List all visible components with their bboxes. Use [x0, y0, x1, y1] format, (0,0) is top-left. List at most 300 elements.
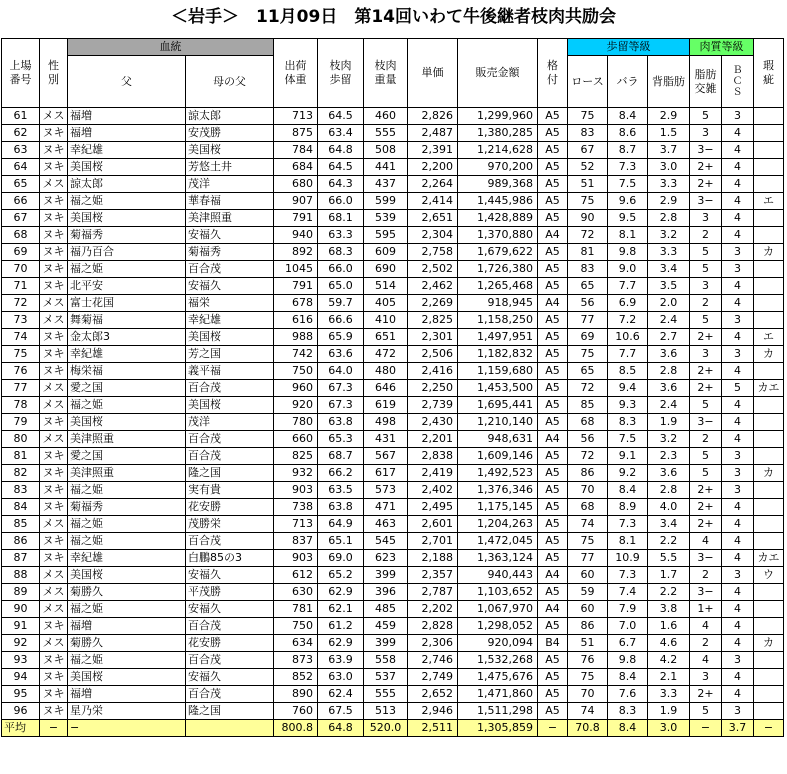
- cell-bms: 1+: [690, 601, 722, 618]
- cell-carcass-weight: 595: [364, 227, 408, 244]
- cell-yield-rate: 63.0: [318, 669, 364, 686]
- cell-no: 77: [2, 380, 40, 397]
- cell-no: 72: [2, 295, 40, 312]
- cell-mother-father: 百合茂: [186, 448, 274, 465]
- cell-no: 83: [2, 482, 40, 499]
- cell-bms: 2: [690, 431, 722, 448]
- cell-sex: メス: [40, 635, 68, 652]
- avg-bcs: 3.7: [722, 720, 754, 737]
- cell-back-fat: 1.7: [648, 567, 690, 584]
- cell-shipping-weight: 852: [274, 669, 318, 686]
- cell-sex: ヌキ: [40, 278, 68, 295]
- cell-rib: 8.3: [608, 703, 648, 720]
- cell-yield-rate: 63.8: [318, 414, 364, 431]
- cell-back-fat: 1.5: [648, 125, 690, 142]
- cell-defect: カ: [754, 465, 784, 482]
- cell-grade: A5: [538, 125, 568, 142]
- table-row: [2, 329, 784, 346]
- cell-carcass-weight: 514: [364, 278, 408, 295]
- cell-grade: A5: [538, 363, 568, 380]
- header-sales: 販売金額: [458, 39, 538, 108]
- cell-defect: [754, 312, 784, 329]
- cell-shipping-weight: 713: [274, 516, 318, 533]
- cell-sex: ヌキ: [40, 482, 68, 499]
- cell-bcs: 4: [722, 669, 754, 686]
- table-row: [2, 142, 784, 159]
- cell-carcass-weight: 555: [364, 125, 408, 142]
- cell-mother-father: 安福久: [186, 601, 274, 618]
- cell-unit-price: 2,828: [408, 618, 458, 635]
- cell-bms: 2+: [690, 159, 722, 176]
- cell-carcass-weight: 405: [364, 295, 408, 312]
- avg-carcass-weight: 520.0: [364, 720, 408, 737]
- cell-loin: 52: [568, 159, 608, 176]
- cell-bcs: 3: [722, 482, 754, 499]
- cell-grade: A5: [538, 346, 568, 363]
- cell-sex: メス: [40, 584, 68, 601]
- cell-no: 88: [2, 567, 40, 584]
- cell-shipping-weight: 738: [274, 499, 318, 516]
- cell-defect: [754, 703, 784, 720]
- cell-bcs: 4: [722, 142, 754, 159]
- cell-rib: 7.3: [608, 516, 648, 533]
- cell-defect: [754, 686, 784, 703]
- cell-unit-price: 2,301: [408, 329, 458, 346]
- cell-unit-price: 2,651: [408, 210, 458, 227]
- header-shipping-weight: 出荷 体重: [274, 39, 318, 108]
- cell-grade: A5: [538, 244, 568, 261]
- cell-no: 84: [2, 499, 40, 516]
- cell-father: 幸紀雄: [68, 550, 186, 567]
- cell-bcs: 3: [722, 312, 754, 329]
- cell-rib: 6.7: [608, 635, 648, 652]
- cell-grade: A4: [538, 295, 568, 312]
- cell-back-fat: 2.4: [648, 397, 690, 414]
- cell-rib: 7.9: [608, 601, 648, 618]
- header-no: 上場 番号: [2, 39, 40, 108]
- cell-bcs: 3: [722, 261, 754, 278]
- cell-grade: A5: [538, 465, 568, 482]
- cell-carcass-weight: 472: [364, 346, 408, 363]
- auction-results-table: [1, 38, 784, 737]
- cell-grade: A5: [538, 312, 568, 329]
- cell-no: 80: [2, 431, 40, 448]
- cell-grade: A5: [538, 652, 568, 669]
- cell-father: 福之姫: [68, 652, 186, 669]
- cell-carcass-weight: 410: [364, 312, 408, 329]
- cell-unit-price: 2,746: [408, 652, 458, 669]
- avg-back-fat: 3.0: [648, 720, 690, 737]
- cell-no: 74: [2, 329, 40, 346]
- cell-back-fat: 3.4: [648, 261, 690, 278]
- cell-bms: 5: [690, 703, 722, 720]
- cell-defect: カエ: [754, 550, 784, 567]
- cell-no: 81: [2, 448, 40, 465]
- cell-sales: 1,298,052: [458, 618, 538, 635]
- cell-sex: ヌキ: [40, 652, 68, 669]
- cell-unit-price: 2,749: [408, 669, 458, 686]
- cell-yield-rate: 68.7: [318, 448, 364, 465]
- cell-loin: 76: [568, 652, 608, 669]
- cell-shipping-weight: 988: [274, 329, 318, 346]
- cell-loin: 68: [568, 414, 608, 431]
- cell-bcs: 3: [722, 703, 754, 720]
- table-row: [2, 550, 784, 567]
- cell-bcs: 4: [722, 601, 754, 618]
- table-row: [2, 108, 784, 125]
- avg-loin: 70.8: [568, 720, 608, 737]
- cell-father: 舞菊福: [68, 312, 186, 329]
- cell-sex: ヌキ: [40, 159, 68, 176]
- cell-loin: 77: [568, 312, 608, 329]
- cell-father: 美国桜: [68, 210, 186, 227]
- cell-rib: 7.5: [608, 176, 648, 193]
- cell-sales: 1,497,951: [458, 329, 538, 346]
- header-grade: 格 付: [538, 39, 568, 108]
- cell-yield-rate: 65.1: [318, 533, 364, 550]
- cell-mother-father: 芳之国: [186, 346, 274, 363]
- cell-grade: A4: [538, 431, 568, 448]
- cell-loin: 60: [568, 601, 608, 618]
- cell-loin: 77: [568, 550, 608, 567]
- cell-father: 福増: [68, 108, 186, 125]
- cell-bcs: 4: [722, 550, 754, 567]
- cell-bcs: 4: [722, 227, 754, 244]
- cell-no: 68: [2, 227, 40, 244]
- cell-back-fat: 3.4: [648, 516, 690, 533]
- cell-father: 梅栄福: [68, 363, 186, 380]
- table-row: [2, 652, 784, 669]
- cell-sales: 970,200: [458, 159, 538, 176]
- table-row: [2, 703, 784, 720]
- cell-father: 福之姫: [68, 193, 186, 210]
- cell-sex: ヌキ: [40, 448, 68, 465]
- cell-bms: 5: [690, 244, 722, 261]
- cell-back-fat: 3.2: [648, 431, 690, 448]
- cell-yield-rate: 66.6: [318, 312, 364, 329]
- cell-loin: 86: [568, 618, 608, 635]
- table-row: [2, 125, 784, 142]
- cell-sales: 1,471,860: [458, 686, 538, 703]
- cell-sales: 1,363,124: [458, 550, 538, 567]
- cell-defect: [754, 533, 784, 550]
- cell-unit-price: 2,304: [408, 227, 458, 244]
- cell-mother-father: 平茂勝: [186, 584, 274, 601]
- cell-unit-price: 2,391: [408, 142, 458, 159]
- cell-sex: ヌキ: [40, 363, 68, 380]
- cell-rib: 10.6: [608, 329, 648, 346]
- cell-unit-price: 2,825: [408, 312, 458, 329]
- cell-sex: ヌキ: [40, 465, 68, 482]
- cell-shipping-weight: 630: [274, 584, 318, 601]
- cell-defect: [754, 142, 784, 159]
- cell-sales: 1,726,380: [458, 261, 538, 278]
- cell-yield-rate: 63.3: [318, 227, 364, 244]
- cell-sex: ヌキ: [40, 227, 68, 244]
- cell-shipping-weight: 932: [274, 465, 318, 482]
- cell-rib: 8.6: [608, 125, 648, 142]
- cell-back-fat: 3.6: [648, 380, 690, 397]
- cell-sales: 1,214,628: [458, 142, 538, 159]
- cell-carcass-weight: 539: [364, 210, 408, 227]
- cell-carcass-weight: 459: [364, 618, 408, 635]
- cell-unit-price: 2,838: [408, 448, 458, 465]
- cell-grade: A4: [538, 601, 568, 618]
- cell-mother-father: 茂洋: [186, 414, 274, 431]
- cell-defect: カエ: [754, 380, 784, 397]
- cell-mother-father: 安福久: [186, 227, 274, 244]
- header-rib: バラ: [608, 56, 648, 108]
- cell-rib: 7.6: [608, 686, 648, 703]
- cell-rib: 9.1: [608, 448, 648, 465]
- cell-no: 76: [2, 363, 40, 380]
- cell-no: 64: [2, 159, 40, 176]
- cell-mother-father: 福栄: [186, 295, 274, 312]
- table-row: [2, 482, 784, 499]
- cell-loin: 74: [568, 703, 608, 720]
- cell-yield-rate: 65.9: [318, 329, 364, 346]
- cell-shipping-weight: 791: [274, 278, 318, 295]
- cell-sales: 1,175,145: [458, 499, 538, 516]
- cell-bms: 5: [690, 397, 722, 414]
- cell-defect: [754, 261, 784, 278]
- cell-bcs: 4: [722, 533, 754, 550]
- cell-defect: [754, 482, 784, 499]
- cell-bms: 2+: [690, 499, 722, 516]
- cell-bms: 5: [690, 261, 722, 278]
- table-row: [2, 567, 784, 584]
- cell-carcass-weight: 646: [364, 380, 408, 397]
- cell-bms: 3: [690, 278, 722, 295]
- avg-label: 平均: [2, 720, 40, 737]
- cell-mother-father: 美国桜: [186, 142, 274, 159]
- cell-mother-father: 茂勝栄: [186, 516, 274, 533]
- cell-bcs: 4: [722, 584, 754, 601]
- cell-back-fat: 2.0: [648, 295, 690, 312]
- cell-sex: メス: [40, 431, 68, 448]
- cell-sex: ヌキ: [40, 703, 68, 720]
- cell-grade: A5: [538, 686, 568, 703]
- cell-defect: カ: [754, 244, 784, 261]
- cell-rib: 7.4: [608, 584, 648, 601]
- cell-loin: 67: [568, 142, 608, 159]
- cell-father: 星乃栄: [68, 703, 186, 720]
- cell-no: 69: [2, 244, 40, 261]
- cell-rib: 7.3: [608, 159, 648, 176]
- table-row: [2, 159, 784, 176]
- cell-bms: 3: [690, 669, 722, 686]
- table-row: [2, 346, 784, 363]
- cell-rib: 9.2: [608, 465, 648, 482]
- cell-bms: 4: [690, 652, 722, 669]
- cell-unit-price: 2,357: [408, 567, 458, 584]
- cell-shipping-weight: 920: [274, 397, 318, 414]
- cell-sales: 1,376,346: [458, 482, 538, 499]
- cell-carcass-weight: 555: [364, 686, 408, 703]
- cell-yield-rate: 67.3: [318, 380, 364, 397]
- cell-loin: 65: [568, 278, 608, 295]
- cell-rib: 8.7: [608, 142, 648, 159]
- cell-unit-price: 2,264: [408, 176, 458, 193]
- cell-grade: A5: [538, 210, 568, 227]
- cell-no: 70: [2, 261, 40, 278]
- cell-defect: [754, 414, 784, 431]
- cell-no: 86: [2, 533, 40, 550]
- cell-loin: 70: [568, 686, 608, 703]
- cell-yield-rate: 64.5: [318, 159, 364, 176]
- cell-loin: 85: [568, 397, 608, 414]
- header-quality-group: 肉質等級: [690, 39, 754, 56]
- cell-sales: 1,299,960: [458, 108, 538, 125]
- cell-yield-rate: 63.5: [318, 482, 364, 499]
- cell-sales: 1,103,652: [458, 584, 538, 601]
- cell-loin: 72: [568, 227, 608, 244]
- cell-mother-father: 安福久: [186, 669, 274, 686]
- header-loin: ロース: [568, 56, 608, 108]
- cell-mother-father: 諒太郎: [186, 108, 274, 125]
- cell-grade: A5: [538, 584, 568, 601]
- cell-yield-rate: 65.3: [318, 431, 364, 448]
- cell-grade: A5: [538, 448, 568, 465]
- cell-rib: 6.9: [608, 295, 648, 312]
- cell-back-fat: 3.3: [648, 244, 690, 261]
- cell-unit-price: 2,402: [408, 482, 458, 499]
- cell-yield-rate: 63.8: [318, 499, 364, 516]
- cell-sex: ヌキ: [40, 414, 68, 431]
- cell-bcs: 3: [722, 465, 754, 482]
- cell-sales: 940,443: [458, 567, 538, 584]
- cell-father: 愛之国: [68, 448, 186, 465]
- cell-sex: ヌキ: [40, 499, 68, 516]
- cell-carcass-weight: 463: [364, 516, 408, 533]
- cell-father: 北平安: [68, 278, 186, 295]
- header-yield-rate: 枝肉 歩留: [318, 39, 364, 108]
- cell-bms: 5: [690, 465, 722, 482]
- cell-sex: ヌキ: [40, 261, 68, 278]
- header-back-fat: 背脂肪: [648, 56, 690, 108]
- cell-defect: ウ: [754, 567, 784, 584]
- table-row: [2, 261, 784, 278]
- cell-no: 75: [2, 346, 40, 363]
- cell-unit-price: 2,200: [408, 159, 458, 176]
- table-row: [2, 397, 784, 414]
- cell-sex: メス: [40, 516, 68, 533]
- cell-mother-father: 美国桜: [186, 329, 274, 346]
- cell-unit-price: 2,462: [408, 278, 458, 295]
- cell-carcass-weight: 460: [364, 108, 408, 125]
- cell-no: 78: [2, 397, 40, 414]
- cell-rib: 7.0: [608, 618, 648, 635]
- cell-sex: ヌキ: [40, 686, 68, 703]
- cell-defect: [754, 227, 784, 244]
- cell-sex: ヌキ: [40, 618, 68, 635]
- table-row: [2, 584, 784, 601]
- cell-defect: [754, 397, 784, 414]
- cell-defect: [754, 584, 784, 601]
- cell-back-fat: 2.8: [648, 210, 690, 227]
- avg-father: −: [68, 720, 186, 737]
- cell-sex: ヌキ: [40, 669, 68, 686]
- cell-back-fat: 2.7: [648, 329, 690, 346]
- cell-unit-price: 2,506: [408, 346, 458, 363]
- cell-sex: ヌキ: [40, 550, 68, 567]
- cell-sales: 948,631: [458, 431, 538, 448]
- cell-sales: 1,492,523: [458, 465, 538, 482]
- cell-father: 美津照重: [68, 465, 186, 482]
- cell-carcass-weight: 498: [364, 414, 408, 431]
- cell-father: 幸紀雄: [68, 346, 186, 363]
- cell-yield-rate: 66.0: [318, 193, 364, 210]
- cell-sales: 1,511,298: [458, 703, 538, 720]
- cell-unit-price: 2,269: [408, 295, 458, 312]
- cell-loin: 81: [568, 244, 608, 261]
- cell-yield-rate: 63.6: [318, 346, 364, 363]
- cell-no: 63: [2, 142, 40, 159]
- cell-grade: A4: [538, 227, 568, 244]
- cell-grade: A5: [538, 669, 568, 686]
- cell-carcass-weight: 609: [364, 244, 408, 261]
- cell-back-fat: 2.2: [648, 533, 690, 550]
- cell-sex: ヌキ: [40, 210, 68, 227]
- cell-bcs: 4: [722, 176, 754, 193]
- cell-defect: [754, 618, 784, 635]
- cell-unit-price: 2,250: [408, 380, 458, 397]
- cell-defect: [754, 431, 784, 448]
- cell-no: 87: [2, 550, 40, 567]
- cell-carcass-weight: 573: [364, 482, 408, 499]
- cell-defect: [754, 108, 784, 125]
- cell-loin: 72: [568, 448, 608, 465]
- cell-bms: 2+: [690, 329, 722, 346]
- average-row: [2, 720, 784, 737]
- cell-rib: 7.3: [608, 567, 648, 584]
- cell-loin: 70: [568, 482, 608, 499]
- cell-sales: 989,368: [458, 176, 538, 193]
- cell-sex: ヌキ: [40, 346, 68, 363]
- cell-grade: A5: [538, 380, 568, 397]
- cell-bms: 3: [690, 125, 722, 142]
- cell-yield-rate: 69.0: [318, 550, 364, 567]
- cell-father: 福之姫: [68, 482, 186, 499]
- cell-no: 82: [2, 465, 40, 482]
- cell-bms: 4: [690, 618, 722, 635]
- header-carcass-weight: 枝肉 重量: [364, 39, 408, 108]
- cell-loin: 83: [568, 125, 608, 142]
- cell-loin: 74: [568, 516, 608, 533]
- cell-back-fat: 3.7: [648, 142, 690, 159]
- cell-rib: 8.1: [608, 227, 648, 244]
- cell-father: 福乃百合: [68, 244, 186, 261]
- cell-sales: 918,945: [458, 295, 538, 312]
- cell-father: 菊福秀: [68, 227, 186, 244]
- cell-grade: A5: [538, 278, 568, 295]
- cell-bms: 3−: [690, 550, 722, 567]
- cell-sex: ヌキ: [40, 193, 68, 210]
- cell-back-fat: 2.9: [648, 108, 690, 125]
- cell-shipping-weight: 890: [274, 686, 318, 703]
- table-row: [2, 312, 784, 329]
- header-sex: 性 別: [40, 39, 68, 108]
- cell-defect: [754, 278, 784, 295]
- cell-mother-father: 百合茂: [186, 533, 274, 550]
- cell-unit-price: 2,419: [408, 465, 458, 482]
- cell-father: 福増: [68, 125, 186, 142]
- cell-bcs: 4: [722, 278, 754, 295]
- cell-sex: メス: [40, 108, 68, 125]
- cell-unit-price: 2,758: [408, 244, 458, 261]
- cell-carcass-weight: 441: [364, 159, 408, 176]
- cell-mother-father: 安福久: [186, 567, 274, 584]
